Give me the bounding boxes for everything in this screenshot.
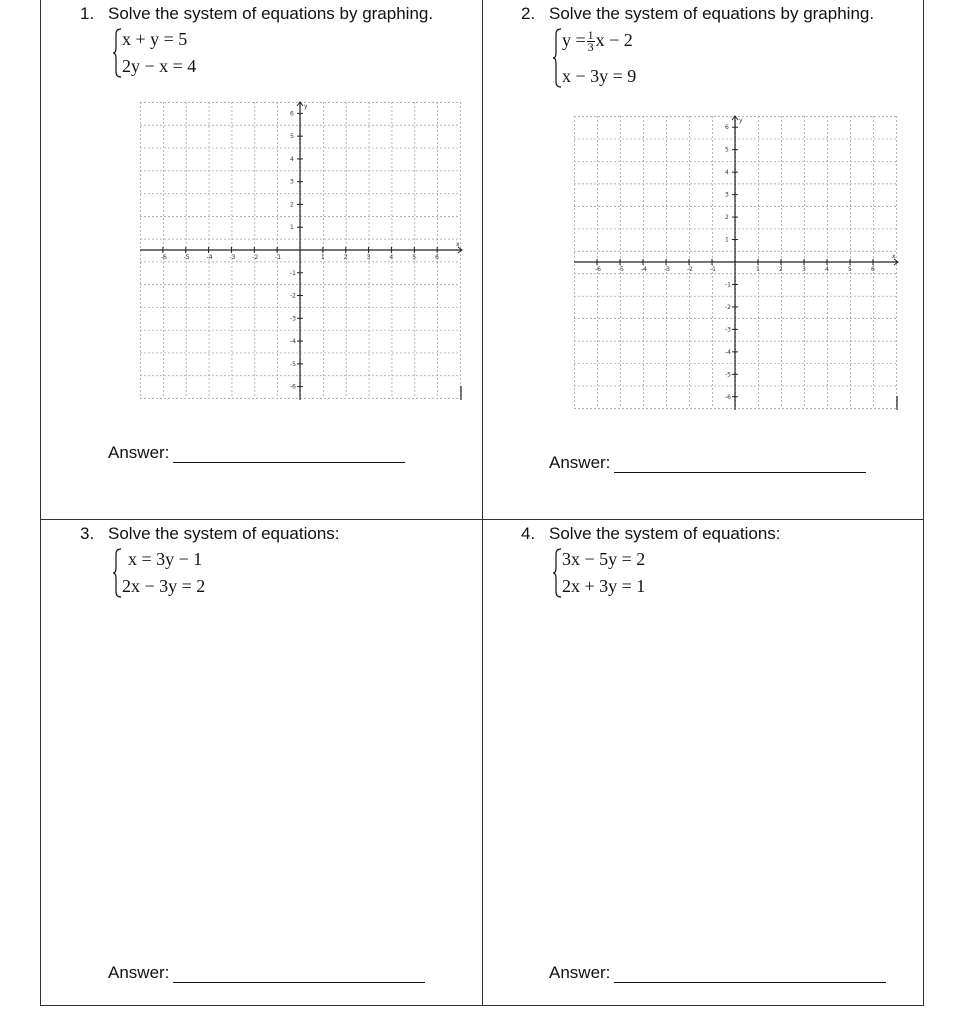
x-tick-label: 1 — [320, 254, 325, 261]
y-tick-label: 3 — [290, 178, 294, 186]
y-tick-label: -2 — [725, 303, 731, 311]
x-axis-label: x — [892, 253, 896, 260]
x-tick-label: 1 — [756, 266, 760, 273]
x-tick-label: -4 — [206, 254, 213, 261]
problem-2-equation-2: x − 3y = 9 — [562, 66, 637, 86]
problem-1-equation-1: x + y = 5 — [122, 29, 188, 49]
problem-3-answer: Answer: — [108, 963, 425, 983]
x-tick-label: -6 — [160, 254, 167, 261]
x-tick-label: 3 — [366, 254, 371, 261]
problem-1-system — [112, 28, 312, 80]
problem-2-coordinate-grid[interactable] — [574, 116, 898, 410]
y-tick-label: -5 — [725, 371, 731, 379]
y-tick-label: -3 — [290, 315, 296, 323]
x-tick-label: 5 — [412, 254, 417, 261]
column-divider — [482, 0, 483, 1006]
y-tick-label: 6 — [290, 110, 294, 118]
y-tick-label: 5 — [725, 146, 729, 154]
brace-icon — [112, 548, 122, 598]
problem-2-system — [552, 28, 752, 90]
y-tick-label: 1 — [290, 224, 294, 232]
problem-4-answer: Answer: — [549, 963, 886, 983]
y-tick-label: -1 — [725, 281, 731, 289]
x-tick-label: 2 — [779, 266, 783, 273]
y-tick-label: 1 — [725, 236, 729, 244]
y-tick-label: -4 — [290, 338, 296, 346]
problem-4-equation-2: 2x + 3y = 1 — [562, 576, 646, 596]
problem-1-answer-blank[interactable] — [173, 444, 405, 463]
brace-icon — [552, 548, 562, 598]
problem-3-system — [112, 548, 312, 600]
y-axis-label: y — [304, 103, 308, 110]
x-tick-label: 2 — [343, 254, 348, 261]
problem-3-equation-1: x = 3y − 1 — [128, 549, 203, 569]
problem-2-title: 2. Solve the system of equations by graphing. — [521, 4, 875, 23]
y-tick-label: 4 — [725, 169, 729, 177]
x-tick-label: -3 — [229, 254, 236, 261]
y-tick-label: 2 — [725, 214, 729, 222]
problem-4-title: 4. Solve the system of equations: — [521, 524, 781, 543]
problem-1-title: 1. Solve the system of equations by graphing. — [80, 4, 434, 23]
problem-2-answer: Answer: — [549, 453, 866, 473]
y-tick-label: -6 — [290, 383, 296, 391]
y-axis-label: y — [739, 117, 743, 124]
y-tick-label: 5 — [290, 133, 294, 141]
problem-3-title: 3. Solve the system of equations: — [80, 524, 340, 543]
x-tick-label: 3 — [802, 266, 806, 273]
problem-2-answer-blank[interactable] — [614, 454, 866, 473]
x-tick-label: -4 — [641, 266, 647, 273]
problem-1-answer: Answer: — [108, 443, 405, 463]
x-tick-label: 5 — [848, 266, 852, 273]
x-tick-label: -6 — [595, 266, 601, 273]
x-tick-label: -3 — [664, 266, 670, 273]
y-tick-label: -5 — [290, 360, 296, 368]
problem-4-answer-blank[interactable] — [614, 964, 886, 983]
problem-4-equation-1: 3x − 5y = 2 — [562, 549, 646, 569]
problem-3-answer-blank[interactable] — [173, 964, 425, 983]
x-tick-label: -5 — [618, 266, 624, 273]
brace-icon — [112, 28, 122, 78]
y-tick-label: -4 — [725, 348, 731, 356]
y-tick-label: -6 — [725, 393, 731, 401]
problem-2-equation-1: y = $\frac{1}{3}$ x − 2 — [562, 28, 633, 55]
brace-icon — [552, 28, 562, 88]
y-tick-label: 6 — [725, 124, 729, 132]
x-axis-label: x — [456, 241, 460, 248]
problem-4-system — [552, 548, 752, 600]
x-tick-label: -5 — [183, 254, 190, 261]
y-tick-label: 2 — [290, 201, 294, 209]
problem-3-equation-2: 2x − 3y = 2 — [122, 576, 206, 596]
y-tick-label: -2 — [290, 292, 296, 300]
x-tick-label: -2 — [252, 254, 259, 261]
problem-1-coordinate-grid[interactable] — [140, 102, 462, 400]
x-tick-label: -2 — [687, 266, 693, 273]
x-tick-label: -1 — [275, 254, 282, 261]
fraction-one-third: $\frac{1}{3}$ — [587, 28, 594, 55]
x-tick-label: 6 — [871, 266, 875, 273]
y-tick-label: 4 — [290, 155, 294, 163]
x-tick-label: 4 — [825, 266, 829, 273]
row-divider — [40, 519, 924, 520]
y-tick-label: 3 — [725, 191, 729, 199]
problem-1-equation-2: 2y − x = 4 — [122, 56, 197, 76]
y-tick-label: -3 — [725, 326, 731, 334]
x-tick-label: 4 — [389, 254, 394, 261]
x-tick-label: -1 — [710, 266, 716, 273]
x-tick-label: 6 — [435, 254, 439, 261]
y-tick-label: -1 — [290, 269, 296, 277]
